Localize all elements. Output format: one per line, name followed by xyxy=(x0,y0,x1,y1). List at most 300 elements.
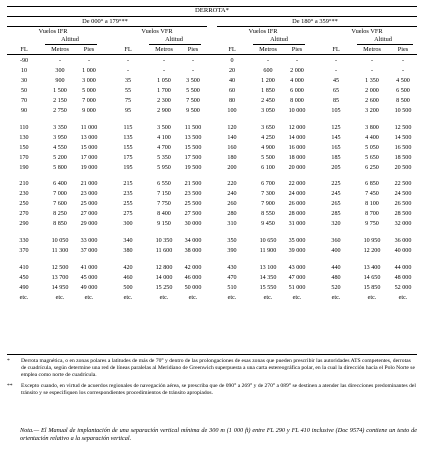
table-cell: 41 000 xyxy=(80,265,98,272)
table-cell: 1 850 xyxy=(261,87,275,94)
table-cell: 7 150 xyxy=(157,191,171,198)
table-cell: 50 xyxy=(20,87,28,94)
table-cell: 180 xyxy=(227,154,237,161)
table-cell: 37 000 xyxy=(80,248,98,255)
table-cell: 4 100 xyxy=(157,134,171,141)
table-cell: 9 450 xyxy=(261,221,275,228)
table-cell: 3 500 xyxy=(186,77,200,84)
table-cell: - xyxy=(370,67,374,74)
table-cell: 75 xyxy=(124,97,132,104)
table-cell: 155 xyxy=(123,144,133,151)
table-cell: 7 500 xyxy=(186,97,200,104)
table-cell: 8 700 xyxy=(365,211,379,218)
column-header-metros: Metros xyxy=(155,46,173,53)
altitud-ifr-left: Altitud xyxy=(61,36,79,43)
table-cell: 28 000 xyxy=(288,211,306,218)
table-cell: 6 550 xyxy=(157,181,171,188)
table-cell: 11 600 xyxy=(155,248,173,255)
table-cell: 18 500 xyxy=(394,154,412,161)
table-cell: 20 000 xyxy=(288,164,306,171)
table-cell: 10 350 xyxy=(155,238,173,245)
table-cell: 205 xyxy=(331,164,341,171)
altitud-vfr-left: Altitud xyxy=(165,36,183,43)
table-cell: 17 500 xyxy=(184,154,202,161)
table-cell: 80 xyxy=(228,97,236,104)
table-cell: 6 100 xyxy=(261,164,275,171)
table-cell: 23 000 xyxy=(80,191,98,198)
table-cell: 8 400 xyxy=(157,211,171,218)
table-cell: 17 000 xyxy=(80,154,98,161)
table-cell: 170 xyxy=(19,154,29,161)
table-cell: 21 000 xyxy=(80,181,98,188)
range-left-header: De 000° a 179°** xyxy=(82,18,128,25)
table-cell: 13 500 xyxy=(184,134,202,141)
table-cell: 310 xyxy=(227,221,237,228)
table-cell: 285 xyxy=(331,211,341,218)
table-cell: 40 000 xyxy=(394,248,412,255)
table-cell: 300 xyxy=(55,67,65,74)
table-cell: 380 xyxy=(123,248,133,255)
table-cell: 30 xyxy=(20,77,28,84)
table-cell: etc. xyxy=(331,294,341,301)
altitud-vfr-right: Altitud xyxy=(374,36,392,43)
column-header-fl: FL xyxy=(228,46,236,53)
table-cell: 100 xyxy=(227,107,237,114)
table-cell: 5 500 xyxy=(261,154,275,161)
table-cell: 3 350 xyxy=(53,124,67,131)
table-cell: 19 000 xyxy=(80,164,98,171)
table-cell: 13 700 xyxy=(51,275,69,282)
table-cell: 225 xyxy=(331,181,341,188)
table-cell: 7 600 xyxy=(53,201,67,208)
table-cell: 10 500 xyxy=(394,107,412,114)
table-cell: 3 650 xyxy=(261,124,275,131)
table-cell: - xyxy=(126,67,130,74)
range-right-header: De 180° a 359°** xyxy=(292,18,338,25)
table-cell: 480 xyxy=(331,275,341,282)
table-cell: 1 050 xyxy=(157,77,171,84)
table-cell: 250 xyxy=(19,201,29,208)
table-cell: etc. xyxy=(292,294,302,301)
altitud-rule-1 xyxy=(45,44,97,45)
table-cell: 210 xyxy=(19,181,29,188)
table-cell: 420 xyxy=(123,265,133,272)
table-cell: 200 xyxy=(227,164,237,171)
table-cell: 290 xyxy=(19,221,29,228)
footnote-2-text: Excepto cuando, en virtud de acuerdos regionales de navegación aérea, se prescriba que de 090° a 269° y de 270° a 089° se destinen a atender las direcciones predominantes del tránsito y se especifiquen los correspondientes procedimientos de tránsito apropiados. xyxy=(21,383,416,396)
table-cell: etc. xyxy=(398,294,408,301)
table-cell: 22 500 xyxy=(394,181,412,188)
table-cell: 46 000 xyxy=(184,275,202,282)
table-cell: 20 500 xyxy=(394,164,412,171)
table-cell: 120 xyxy=(227,124,237,131)
table-cell: 2 300 xyxy=(157,97,171,104)
table-cell: 400 xyxy=(331,248,341,255)
table-cell: 340 xyxy=(123,238,133,245)
table-cell: 27 000 xyxy=(80,211,98,218)
table-cell: 15 550 xyxy=(259,285,277,291)
table-cell: 45 000 xyxy=(80,275,98,282)
table-cell: - xyxy=(370,58,374,64)
column-header-metros: Metros xyxy=(51,46,69,53)
table-cell: 35 000 xyxy=(288,238,306,245)
footnote-2-mark: ** xyxy=(7,383,13,389)
table-cell: 510 xyxy=(227,285,237,291)
table-cell: 2 150 xyxy=(53,97,67,104)
footnote-1 xyxy=(7,358,417,379)
footnotes xyxy=(7,358,417,397)
table-cell: 44 000 xyxy=(394,265,412,272)
table-cell: 6 400 xyxy=(53,181,67,188)
table-cell: - xyxy=(191,67,195,74)
table-cell: 160 xyxy=(227,144,237,151)
table-cell: 2 000 xyxy=(365,87,379,94)
table-cell: 32 000 xyxy=(394,221,412,228)
table-cell: 10 050 xyxy=(51,238,69,245)
table-cell: 240 xyxy=(227,191,237,198)
table-cell: 115 xyxy=(123,124,133,131)
table-cell: 300 xyxy=(123,221,133,228)
table-cell: etc. xyxy=(263,294,273,301)
table-cell: 5 650 xyxy=(365,154,379,161)
table-cell: 440 xyxy=(331,265,341,272)
table-cell: 16 000 xyxy=(288,144,306,151)
table-cell: 16 500 xyxy=(394,144,412,151)
table-cell: 43 000 xyxy=(288,265,306,272)
table-cell: - xyxy=(58,58,62,64)
table-cell: 12 000 xyxy=(288,124,306,131)
table-cell: etc. xyxy=(55,294,65,301)
group-ifr-right: Vuelos IFR xyxy=(248,28,278,35)
table-cell: 220 xyxy=(227,181,237,188)
table-cell: 2 450 xyxy=(261,97,275,104)
table-cell: 7 450 xyxy=(365,191,379,198)
table-cell: 6 250 xyxy=(365,164,379,171)
table-cell: 48 000 xyxy=(394,275,412,282)
table-cell: 15 500 xyxy=(184,144,202,151)
table-cell: 34 000 xyxy=(184,238,202,245)
table-cell: 5 500 xyxy=(186,87,200,94)
column-header-metros: Metros xyxy=(259,46,277,53)
table-cell: 6 700 xyxy=(261,181,275,188)
final-note: Nota.— El Manual de implantación de una separación vertical mínima de 300 m (1 000 ft) entre FL 290 y FL 410 inclusive (Doc 9574) contiene un texto de orientación relativo a la separación vertical. xyxy=(20,427,417,442)
table-cell: 275 xyxy=(123,211,133,218)
table-cell: 2 750 xyxy=(53,107,67,114)
table-cell: 51 000 xyxy=(288,285,306,291)
table-cell: 52 000 xyxy=(394,285,412,291)
table-cell: 7 000 xyxy=(53,191,67,198)
table-cell: 260 xyxy=(227,201,237,208)
table-cell: 26 000 xyxy=(288,201,306,208)
table-cell: 26 500 xyxy=(394,201,412,208)
table-cell: - xyxy=(401,67,405,74)
table-cell: etc. xyxy=(227,294,237,301)
table-cell: 140 xyxy=(227,134,237,141)
table-cell: - xyxy=(295,58,299,64)
table-cell: 23 500 xyxy=(184,191,202,198)
table-cell: - xyxy=(266,58,270,64)
table-cell: 2 600 xyxy=(365,97,379,104)
table-cell: 13 100 xyxy=(259,265,277,272)
table-cell: 14 500 xyxy=(394,134,412,141)
table-title: DERROTA* xyxy=(195,7,229,14)
table-cell: 25 500 xyxy=(184,201,202,208)
table-cell: 29 000 xyxy=(80,221,98,228)
table-cell: 215 xyxy=(123,181,133,188)
table-cell: 7 900 xyxy=(261,201,275,208)
table-cell: 11 300 xyxy=(51,248,69,255)
table-cell: 12 800 xyxy=(155,265,173,272)
table-cell: 1 350 xyxy=(365,77,379,84)
table-cell: -90 xyxy=(19,58,29,64)
table-cell: 270 xyxy=(19,211,29,218)
table-cell: 6 000 xyxy=(290,87,304,94)
table-cell: 40 xyxy=(228,77,236,84)
table-cell: 24 500 xyxy=(394,191,412,198)
table-cell: 4 700 xyxy=(157,144,171,151)
table-cell: 85 xyxy=(332,97,340,104)
table-cell: - xyxy=(401,58,405,64)
table-cell: 3 950 xyxy=(53,134,67,141)
column-header-fl: FL xyxy=(332,46,340,53)
table-cell: 0 xyxy=(230,58,234,64)
column-header-pies: Pies xyxy=(291,46,303,53)
table-cell: 8 850 xyxy=(53,221,67,228)
table-cell: 90 xyxy=(20,107,28,114)
table-cell: 38 000 xyxy=(184,248,202,255)
table-cell: 4 900 xyxy=(261,144,275,151)
table-cell: 18 000 xyxy=(288,154,306,161)
table-cell: 6 500 xyxy=(396,87,410,94)
table-cell: 14 350 xyxy=(259,275,277,282)
table-cell: 4 550 xyxy=(53,144,67,151)
table-cell: 235 xyxy=(123,191,133,198)
table-cell: 145 xyxy=(331,134,341,141)
table-cell: 14 950 xyxy=(51,285,69,291)
table-cell: 10 xyxy=(20,67,28,74)
table-cell: etc. xyxy=(19,294,29,301)
table-cell: 130 xyxy=(19,134,29,141)
table-cell: 8 550 xyxy=(261,211,275,218)
table-cell: 265 xyxy=(331,201,341,208)
table-cell: 15 000 xyxy=(80,144,98,151)
table-cell: 190 xyxy=(19,164,29,171)
table-cell: 7 300 xyxy=(261,191,275,198)
table-cell: 520 xyxy=(331,285,341,291)
table-cell: 65 xyxy=(332,87,340,94)
table-cell: 35 xyxy=(124,77,132,84)
table-cell: 10 950 xyxy=(363,238,381,245)
table-cell: 390 xyxy=(227,248,237,255)
header-bottom-rule xyxy=(7,54,417,55)
table-cell: 360 xyxy=(331,238,341,245)
table-cell: 8 100 xyxy=(365,201,379,208)
column-header-fl: FL xyxy=(124,46,132,53)
table-cell: 1 700 xyxy=(157,87,171,94)
table-cell: 7 750 xyxy=(157,201,171,208)
altitud-ifr-right: Altitud xyxy=(270,36,288,43)
table-cell: 31 000 xyxy=(288,221,306,228)
table-cell: 3 200 xyxy=(365,107,379,114)
table-cell: 245 xyxy=(331,191,341,198)
table-cell: 500 xyxy=(123,285,133,291)
table-cell: 5 050 xyxy=(365,144,379,151)
table-cell: 230 xyxy=(19,191,29,198)
table-cell: 430 xyxy=(227,265,237,272)
table-cell: 330 xyxy=(19,238,29,245)
table-cell: 70 xyxy=(20,97,28,104)
table-cell: 60 xyxy=(228,87,236,94)
table-cell: 490 xyxy=(19,285,29,291)
table-cell: 14 650 xyxy=(363,275,381,282)
table-cell: 22 000 xyxy=(288,181,306,188)
column-header-pies: Pies xyxy=(397,46,409,53)
column-header-pies: Pies xyxy=(187,46,199,53)
table-cell: 1 200 xyxy=(261,77,275,84)
table-cell: 2 000 xyxy=(290,67,304,74)
column-header-metros: Metros xyxy=(363,46,381,53)
table-cell: - xyxy=(162,67,166,74)
group-vfr-left: Vuelos VFR xyxy=(141,28,173,35)
table-cell: 3 500 xyxy=(157,124,171,131)
table-cell: 10 000 xyxy=(288,107,306,114)
table-cell: 5 350 xyxy=(157,154,171,161)
table-cell: etc. xyxy=(367,294,377,301)
table-cell: 125 xyxy=(331,124,341,131)
table-cell: 105 xyxy=(331,107,341,114)
table-cell: 15 850 xyxy=(363,285,381,291)
table-cell: 13 400 xyxy=(363,265,381,272)
table-cell: 900 xyxy=(55,77,65,84)
table-cell: 8 500 xyxy=(396,97,410,104)
title-rule xyxy=(7,16,417,17)
table-cell: 410 xyxy=(19,265,29,272)
table-cell: 45 xyxy=(332,77,340,84)
table-cell: 30 000 xyxy=(184,221,202,228)
altitud-rule-2 xyxy=(149,44,201,45)
footnote-1-text: Derrota magnética, o en zonas polares a latitudes de más de 70° y dentro de las prolongaciones de esas zonas que pueden prescribir las autoridades ATS competentes, derrotas de cuadrícula, según determine una red de líneas paralelas al Meridiano de Greenwich superpuesta a una carta estereográfica polar, en la cual la dirección hacia el Polo Norte se emplea como norte de cuadrícula. xyxy=(21,358,415,378)
column-header-fl: FL xyxy=(20,46,28,53)
table-cell: 185 xyxy=(331,154,341,161)
table-cell: 5 200 xyxy=(53,154,67,161)
table-bottom-rule xyxy=(7,354,417,355)
range-right-rule xyxy=(217,26,417,27)
table-cell: 350 xyxy=(227,238,237,245)
table-cell: 95 xyxy=(124,107,132,114)
table-cell: 280 xyxy=(227,211,237,218)
table-cell: 49 000 xyxy=(80,285,98,291)
table-cell: 1 000 xyxy=(82,67,96,74)
table-cell: 2 900 xyxy=(157,107,171,114)
table-cell: 11 000 xyxy=(80,124,98,131)
table-cell: 320 xyxy=(331,221,341,228)
table-cell: 50 000 xyxy=(184,285,202,291)
table-cell: 11 500 xyxy=(184,124,202,131)
table-cell: 4 500 xyxy=(396,77,410,84)
table-cell: - xyxy=(126,58,130,64)
column-header-pies: Pies xyxy=(83,46,95,53)
table-cell: 33 000 xyxy=(80,238,98,245)
table-cell: 13 000 xyxy=(80,134,98,141)
table-cell: 8 000 xyxy=(290,97,304,104)
table-cell: 165 xyxy=(331,144,341,151)
table-cell: 9 750 xyxy=(365,221,379,228)
table-cell: 12 500 xyxy=(51,265,69,272)
table-cell: 10 650 xyxy=(259,238,277,245)
table-cell: 12 500 xyxy=(394,124,412,131)
table-cell: 5 800 xyxy=(53,164,67,171)
table-cell: 15 250 xyxy=(155,285,173,291)
table-cell: etc. xyxy=(188,294,198,301)
table-cell: 255 xyxy=(123,201,133,208)
table-cell: - xyxy=(87,58,91,64)
table-cell: 450 xyxy=(19,275,29,282)
table-cell: 9 000 xyxy=(82,107,96,114)
table-cell: 5 950 xyxy=(157,164,171,171)
table-cell: 4 000 xyxy=(290,77,304,84)
table-cell: etc. xyxy=(159,294,169,301)
range-left-rule xyxy=(7,26,207,27)
altitud-rule-3 xyxy=(253,44,305,45)
table-cell: 150 xyxy=(19,144,29,151)
table-cell: 20 xyxy=(228,67,236,74)
table-cell: 42 000 xyxy=(184,265,202,272)
table-cell: 3 800 xyxy=(365,124,379,131)
table-cell: 195 xyxy=(123,164,133,171)
table-cell: - xyxy=(334,58,338,64)
table-cell: 6 850 xyxy=(365,181,379,188)
table-cell: 8 250 xyxy=(53,211,67,218)
group-vfr-right: Vuelos VFR xyxy=(351,28,383,35)
group-ifr-left: Vuelos IFR xyxy=(38,28,68,35)
table-cell: 19 500 xyxy=(184,164,202,171)
table-cell: etc. xyxy=(84,294,94,301)
table-cell: 370 xyxy=(19,248,29,255)
table-cell: 4 250 xyxy=(261,134,275,141)
table-cell: - xyxy=(191,58,195,64)
table-cell: 3 050 xyxy=(261,107,275,114)
table-cell: - xyxy=(162,58,166,64)
table-cell: 9 150 xyxy=(157,221,171,228)
footnote-2 xyxy=(7,383,417,397)
table-cell: - xyxy=(334,67,338,74)
table-cell: 25 000 xyxy=(80,201,98,208)
table-cell: etc. xyxy=(123,294,133,301)
table-cell: 14 000 xyxy=(288,134,306,141)
table-cell: 7 000 xyxy=(82,97,96,104)
table-cell: 39 000 xyxy=(288,248,306,255)
table-cell: 55 xyxy=(124,87,132,94)
table-cell: 460 xyxy=(123,275,133,282)
table-cell: 3 000 xyxy=(82,77,96,84)
table-cell: 12 200 xyxy=(363,248,381,255)
table-cell: 110 xyxy=(19,124,29,131)
table-cell: 47 000 xyxy=(288,275,306,282)
table-cell: 4 400 xyxy=(365,134,379,141)
table-cell: 600 xyxy=(263,67,273,74)
table-cell: 470 xyxy=(227,275,237,282)
table-cell: 135 xyxy=(123,134,133,141)
footnote-1-mark: * xyxy=(7,358,10,364)
table-cell: 175 xyxy=(123,154,133,161)
table-cell: 1 500 xyxy=(53,87,67,94)
table-cell: 21 500 xyxy=(184,181,202,188)
table-cell: 11 900 xyxy=(259,248,277,255)
table-cell: 24 000 xyxy=(288,191,306,198)
table-cell: 5 000 xyxy=(82,87,96,94)
table-cell: 27 500 xyxy=(184,211,202,218)
table-cell: 28 500 xyxy=(394,211,412,218)
